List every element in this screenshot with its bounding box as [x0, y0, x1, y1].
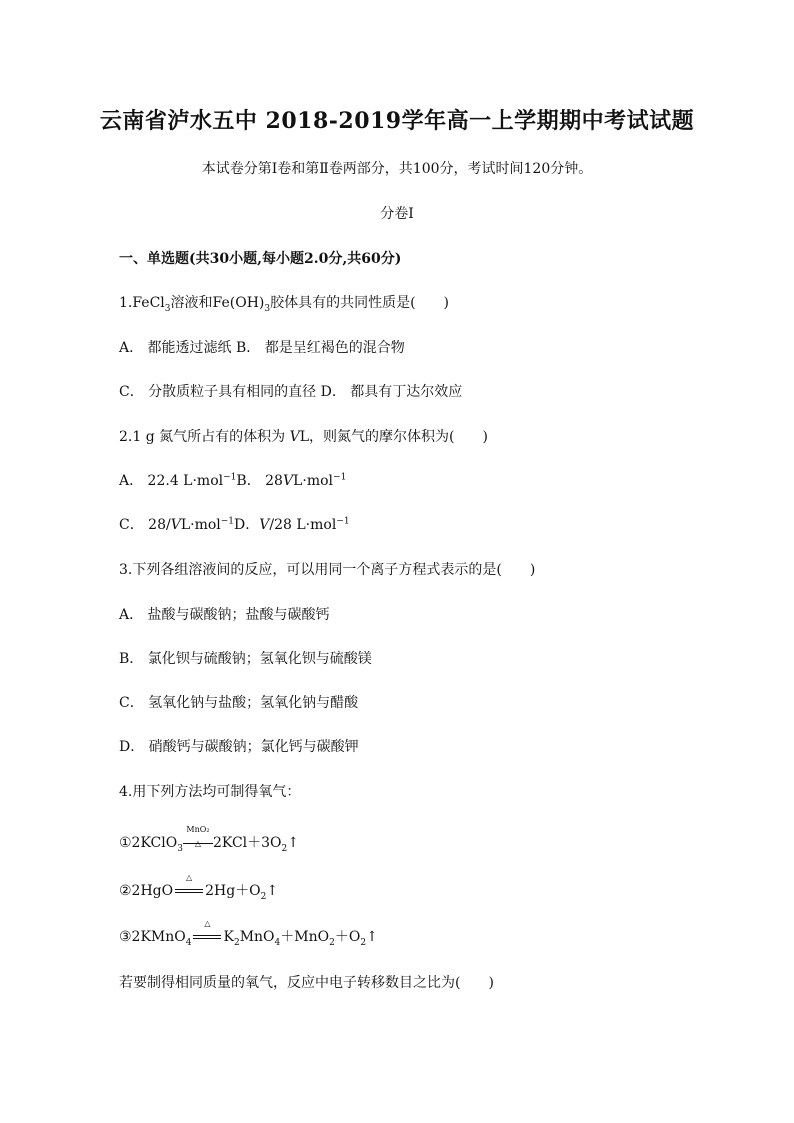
reaction-3: ③2KMnO$_4$ △ $K_2MnO_4+MnO_2+O_2↑$ — [119, 919, 378, 948]
question-3-option-d: D． 硝酸钙与碳酸钠；氯化钙与碳酸钾 — [119, 739, 359, 755]
question-1-stem: 1.FeCl$_3$溶液和$Fe(OH)_3$胶体具有的共同性质是( ) — [119, 295, 450, 314]
question-1-options-ab: A． 都能透过滤纸 B． 都是呈红褐色的混合物 — [119, 340, 405, 356]
reaction-1: ①2KClO$_3$ MnO₂ △ $2KCl+3O_2↑$ — [119, 825, 299, 854]
reaction-2: ②2HgO △ $2Hg+O_2↑$ — [119, 873, 279, 902]
reaction-2-condition: △ — [175, 883, 203, 899]
exam-intro: 本试卷分第Ⅰ卷和第Ⅱ卷两部分，共100分，考试时间120分钟。 — [201, 161, 593, 177]
question-3-option-a: A． 盐酸与碳酸钠；盐酸与碳酸钙 — [119, 607, 330, 623]
question-3-option-b: B． 氯化钡与硫酸钠；氢氧化钡与硫酸镁 — [119, 651, 372, 667]
question-3-option-c: C． 氢氧化钠与盐酸；氢氧化钠与醋酸 — [119, 695, 359, 711]
question-1-options-cd: C． 分散质粒子具有相同的直径 D． 都具有丁达尔效应 — [119, 384, 463, 400]
reaction-3-condition: △ — [193, 929, 221, 945]
question-4-question: 若要制得相同质量的氧气，反应中电子转移数目之比为( ) — [119, 975, 494, 991]
question-2-stem: 2.1 g 氮气所占有的体积为 VL，则氮气的摩尔体积为( ) — [119, 429, 488, 445]
question-4-stem: 4.用下列方法均可制得氧气： — [119, 784, 301, 800]
reaction-1-condition: MnO₂ △ — [183, 835, 213, 851]
question-3-stem: 3.下列各组溶液间的反应，可以用同一个离子方程式表示的是( ) — [119, 562, 536, 578]
volume-heading: 分卷I — [380, 206, 414, 222]
question-2-options-ab: A． 22.4 L·mol$^{-1}$B． 28VL·mol$^{-1}$ — [119, 472, 347, 489]
section-heading: 一、单选题(共30小题,每小题2.0分,共60分) — [119, 251, 402, 267]
question-2-options-cd: C． 28/VL·mol$^{-1}$D．V/28 L·mol$^{-1}$ — [119, 516, 350, 533]
exam-title: 云南省泸水五中 2018-2019学年高一上学期期中考试试题 — [99, 108, 695, 134]
